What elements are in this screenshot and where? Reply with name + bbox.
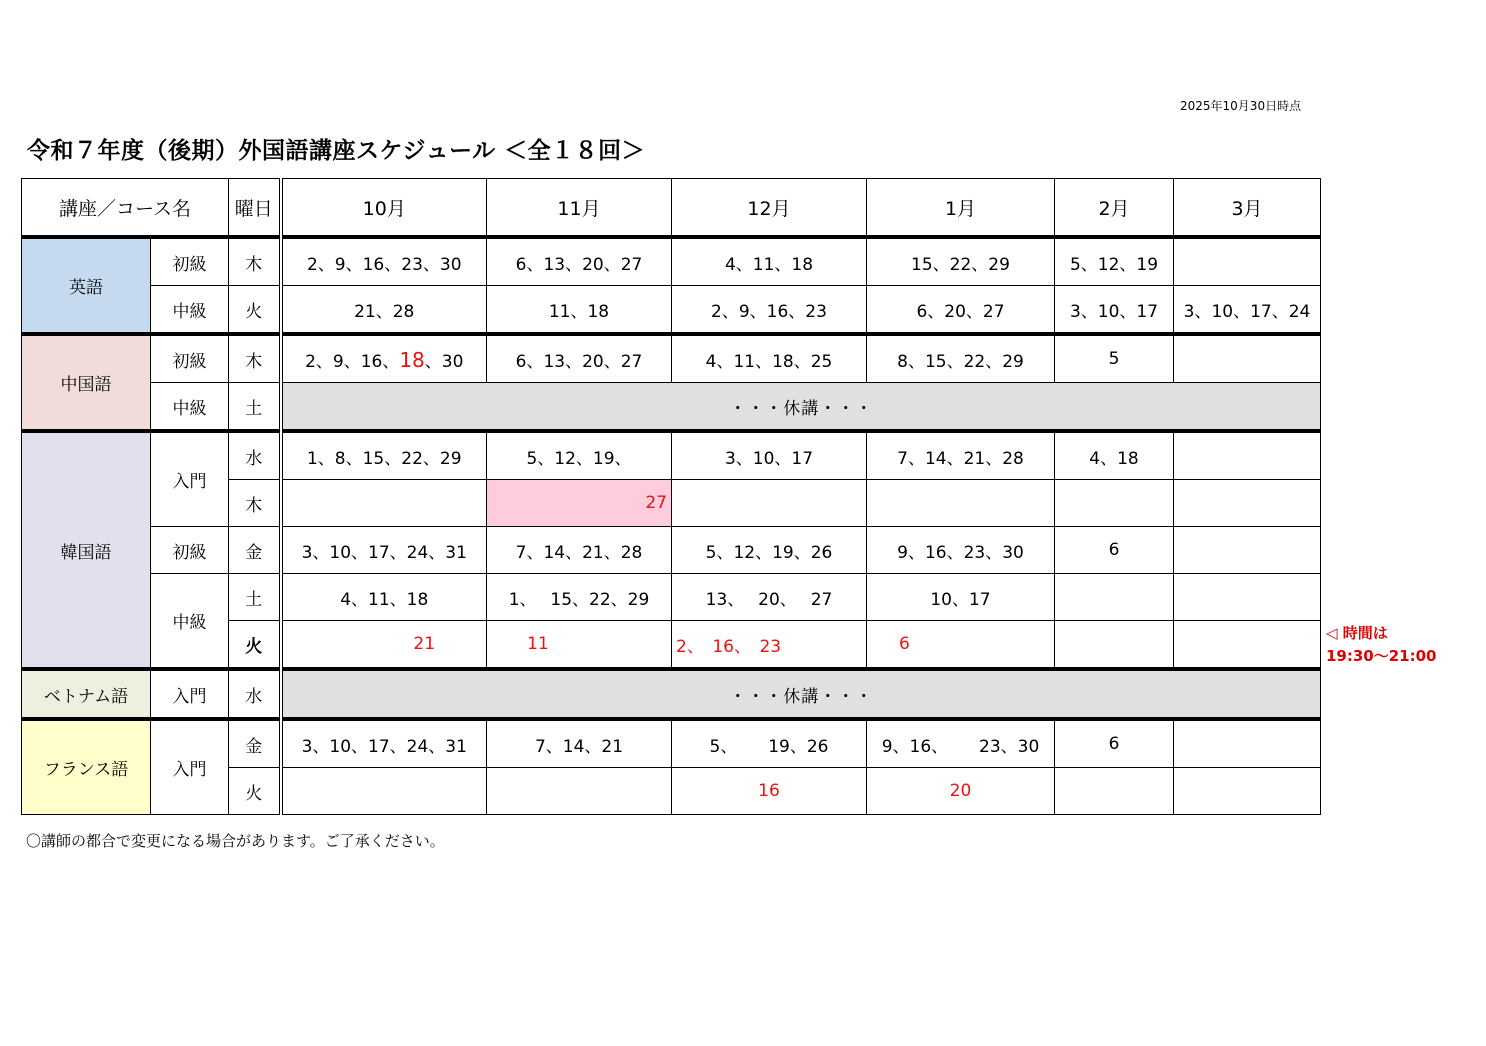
date-cell: 10、17	[867, 574, 1055, 621]
date-cell: 13、 20、 27	[672, 574, 867, 621]
level-cell: 中級	[151, 574, 229, 670]
language-chinese: 中国語	[22, 334, 151, 431]
header-month: 11月	[487, 179, 672, 238]
header-day: 曜日	[229, 179, 281, 238]
footnote: 〇講師の都合で変更になる場合があります。ご了承ください。	[26, 832, 445, 850]
date-cell	[281, 768, 487, 815]
date-cell: 6	[1055, 527, 1174, 574]
date-cell: 4、11、18	[672, 237, 867, 286]
language-vietnamese: ベトナム語	[22, 669, 151, 719]
table-row	[22, 431, 1321, 480]
date-cell: 2、9、16、23、30	[281, 237, 487, 286]
date-cell	[281, 480, 487, 527]
date-cell	[1174, 527, 1321, 574]
date-cell: 6、20、27	[867, 286, 1055, 335]
day-cell: 金	[229, 527, 281, 574]
date-cell: 7、14、21、28	[487, 527, 672, 574]
date-text: 、30	[424, 351, 464, 372]
date-cell: 5	[1055, 334, 1174, 383]
date-cell	[1174, 237, 1321, 286]
day-cell: 火	[229, 768, 281, 815]
header-month: 3月	[1174, 179, 1321, 238]
date-cell: 6、13、20、27	[487, 334, 672, 383]
date-cell: 21、28	[281, 286, 487, 335]
date-cell	[1174, 621, 1321, 670]
table-row	[22, 669, 1321, 719]
date-cell	[1055, 574, 1174, 621]
closed-cell: ・・・休講・・・	[281, 669, 1321, 719]
highlight-date-cell: 20	[867, 768, 1055, 815]
highlight-date-cell: 2、 16、 23	[672, 621, 867, 670]
date-cell: 7、14、21	[487, 719, 672, 768]
level-cell: 入門	[151, 719, 229, 815]
header-month: 10月	[281, 179, 487, 238]
table-row	[22, 237, 1321, 286]
date-cell: 2、9、16、23	[672, 286, 867, 335]
highlight-date: 18	[399, 347, 425, 372]
date-cell: 3、10、17、24、31	[281, 719, 487, 768]
header-month: 12月	[672, 179, 867, 238]
time-note-line2: 19:30～21:00	[1326, 647, 1437, 665]
page-title: 令和７年度（後期）外国語講座スケジュール ＜全１８回＞	[27, 138, 646, 164]
day-cell: 金	[229, 719, 281, 768]
date-cell	[487, 768, 672, 815]
date-cell: 6、13、20、27	[487, 237, 672, 286]
date-cell: 3、10、17、24	[1174, 286, 1321, 335]
date-cell: 6	[1055, 719, 1174, 768]
date-cell: 5、12、19	[1055, 237, 1174, 286]
date-cell: 4、11、18、25	[672, 334, 867, 383]
date-cell: 9、16、23、30	[867, 527, 1055, 574]
date-cell: 9、16、 23、30	[867, 719, 1055, 768]
day-cell: 木	[229, 334, 281, 383]
date-cell	[867, 480, 1055, 527]
date-cell: 7、14、21、28	[867, 431, 1055, 480]
day-cell: 水	[229, 431, 281, 480]
level-cell: 中級	[151, 383, 229, 432]
language-korean: 韓国語	[22, 431, 151, 669]
time-note-line1: ◁ 時間は	[1326, 624, 1388, 642]
table-row	[22, 286, 1321, 335]
closed-cell: ・・・休講・・・	[281, 383, 1321, 432]
date-cell: 3、10、17、24、31	[281, 527, 487, 574]
date-cell: 3、10、17	[672, 431, 867, 480]
highlight-date-cell: 6	[867, 621, 1055, 670]
date-cell: 5、 19、26	[672, 719, 867, 768]
highlight-date-cell: 27	[487, 480, 672, 527]
table-row	[22, 719, 1321, 768]
time-note	[1326, 622, 1437, 668]
level-cell: 入門	[151, 669, 229, 719]
date-cell: 5、12、19、	[487, 431, 672, 480]
date-cell: 15、22、29	[867, 237, 1055, 286]
level-cell: 入門	[151, 431, 229, 527]
table-row	[22, 334, 1321, 383]
date-cell: 1、 15、22、29	[487, 574, 672, 621]
date-cell	[1055, 480, 1174, 527]
highlight-date-cell: 16	[672, 768, 867, 815]
date-cell: 3、10、17	[1055, 286, 1174, 335]
level-cell: 初級	[151, 527, 229, 574]
table-row	[22, 527, 1321, 574]
as-of-date: 2025年10月30日時点	[1180, 99, 1302, 113]
level-cell: 初級	[151, 334, 229, 383]
header-month: 1月	[867, 179, 1055, 238]
day-cell: 水	[229, 669, 281, 719]
day-cell: 土	[229, 383, 281, 432]
day-cell: 火	[229, 286, 281, 335]
header-row	[22, 179, 1321, 238]
date-cell: 4、18	[1055, 431, 1174, 480]
highlight-date-cell: 11	[487, 621, 672, 670]
date-cell	[672, 480, 867, 527]
header-month: 2月	[1055, 179, 1174, 238]
date-cell	[1174, 431, 1321, 480]
level-cell: 初級	[151, 237, 229, 286]
date-cell	[1174, 574, 1321, 621]
table-row	[22, 383, 1321, 432]
date-cell	[1174, 719, 1321, 768]
date-cell	[1174, 768, 1321, 815]
date-cell	[281, 334, 487, 383]
date-cell: 4、11、18	[281, 574, 487, 621]
date-text: 2、9、16、	[305, 351, 400, 372]
day-cell: 土	[229, 574, 281, 621]
level-cell: 中級	[151, 286, 229, 335]
schedule-table	[21, 178, 1321, 815]
date-cell: 11、18	[487, 286, 672, 335]
day-cell: 火	[229, 621, 281, 670]
language-english: 英語	[22, 237, 151, 334]
table-row	[22, 574, 1321, 621]
highlight-date: 21	[413, 634, 436, 654]
date-cell	[1174, 334, 1321, 383]
highlight-date-cell	[281, 621, 487, 670]
date-cell: 1、8、15、22、29	[281, 431, 487, 480]
language-french: フランス語	[22, 719, 151, 815]
day-cell: 木	[229, 237, 281, 286]
date-cell	[1174, 480, 1321, 527]
date-cell	[1055, 768, 1174, 815]
header-course: 講座／コース名	[22, 179, 229, 238]
day-cell: 木	[229, 480, 281, 527]
date-cell	[1055, 621, 1174, 670]
date-cell: 5、12、19、26	[672, 527, 867, 574]
date-cell: 8、15、22、29	[867, 334, 1055, 383]
